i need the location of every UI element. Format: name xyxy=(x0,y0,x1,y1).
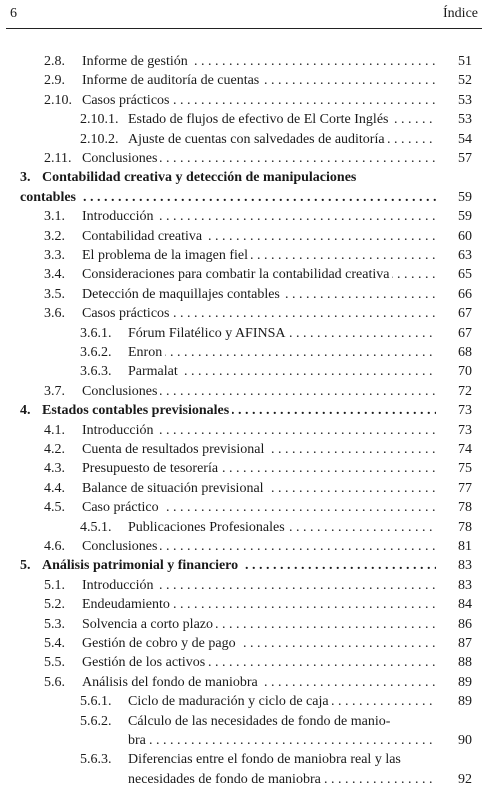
toc-entry-page: 67 xyxy=(436,324,472,343)
toc-entry-leader xyxy=(42,556,438,575)
toc-entry-title: Introducción xyxy=(82,578,157,593)
toc-entry-title: Solvencia a corto plazo xyxy=(82,617,216,632)
toc-entry-page: 78 xyxy=(436,518,472,537)
toc-entry xyxy=(0,91,488,110)
toc-entry-title: Diferencias entre el fondo de maniobra real y las xyxy=(128,752,404,767)
toc-entry xyxy=(0,556,488,575)
toc-entry xyxy=(0,634,488,653)
toc-entry-page: 78 xyxy=(436,498,472,517)
toc-entry xyxy=(0,498,488,517)
toc-entry xyxy=(0,382,488,401)
toc-entry-number: 3.2. xyxy=(44,228,65,244)
toc-entry xyxy=(0,576,488,595)
toc-entry-leader xyxy=(128,362,438,381)
toc-entry-title: contables xyxy=(20,190,79,205)
toc-entry-leader xyxy=(82,71,438,90)
toc-entry-title: Contabilidad creativa xyxy=(82,229,205,244)
toc-entry-page: 83 xyxy=(436,556,472,575)
toc-entry-page: 63 xyxy=(436,246,472,265)
toc-entry-title: Análisis del fondo de maniobra xyxy=(82,675,261,690)
toc-entry-number: 2.8. xyxy=(44,54,65,69)
toc-entry-leader xyxy=(82,653,438,672)
toc-entry xyxy=(0,71,488,90)
toc-entry-number: 5.6.3. xyxy=(80,752,112,768)
toc-entry-page: 81 xyxy=(436,537,472,556)
toc-entry-title: Fórum Filatélico y AFINSA xyxy=(128,326,289,341)
toc-entry-leader xyxy=(128,130,438,149)
toc-entry xyxy=(0,168,488,187)
toc-entry-page: 88 xyxy=(436,653,472,672)
toc-entry-number: 3.5. xyxy=(44,286,65,302)
toc-entry xyxy=(0,731,488,750)
toc-entry-leader xyxy=(82,227,438,246)
toc-entry-leader xyxy=(82,479,438,498)
toc-entry-title: Conclusiones xyxy=(82,539,160,554)
toc-entry-leader xyxy=(82,421,438,440)
toc-entry-leader xyxy=(82,285,438,304)
toc-entry-number: 5.2. xyxy=(44,597,65,613)
toc-entry xyxy=(0,304,488,323)
toc-entry xyxy=(0,52,488,71)
toc-entry xyxy=(0,246,488,265)
toc-entry-number: 3.4. xyxy=(44,267,65,283)
toc-entry xyxy=(0,518,488,537)
toc-entry-title: Consideraciones para combatir la contabilidad creativa xyxy=(82,267,392,282)
toc-entry-leader xyxy=(128,110,438,129)
toc-entry-title: Publicaciones Profesionales xyxy=(128,520,288,535)
toc-entry-number: 3.1. xyxy=(44,209,65,225)
toc-entry-page: 92 xyxy=(436,770,472,789)
toc-entry-number: 4.5. xyxy=(44,500,65,516)
toc-entry-page: 74 xyxy=(436,440,472,459)
toc-entry-title: Informe de auditoría de cuentas xyxy=(82,73,262,88)
toc-entry-leader xyxy=(82,498,438,517)
toc-entry xyxy=(0,401,488,420)
toc-entry-leader xyxy=(128,518,438,537)
toc-entry-number: 3.6.1. xyxy=(80,325,112,341)
toc-entry-leader xyxy=(82,634,438,653)
running-head xyxy=(10,4,478,26)
toc-entry-title: Ciclo de maduración y ciclo de caja xyxy=(128,694,332,709)
toc-entry-title: Conclusiones xyxy=(82,151,160,166)
toc-entry-number: 4. xyxy=(20,403,31,419)
toc-entry-title: Enron xyxy=(128,345,165,360)
toc-entry-number: 5.4. xyxy=(44,636,65,651)
toc-entry-title: Caso práctico xyxy=(82,500,162,515)
toc-entry-title: necesidades de fondo de maniobra xyxy=(128,772,324,787)
toc-entry xyxy=(0,673,488,692)
toc-entry-number: 5.3. xyxy=(44,616,65,632)
toc-entry xyxy=(0,712,488,731)
toc-entry-leader xyxy=(82,52,438,71)
toc-entry-title: Introducción xyxy=(82,209,157,224)
toc-entry-number: 2.10.2. xyxy=(80,131,119,147)
toc-entry-title: Contabilidad creativa y detección de manipulaciones xyxy=(42,170,359,185)
toc-entry-leader xyxy=(82,615,438,634)
toc-entry-leader xyxy=(82,440,438,459)
toc-entry xyxy=(0,615,488,634)
toc-entry-title: Gestión de cobro y de pago xyxy=(82,636,239,651)
toc-entry-leader xyxy=(42,401,438,420)
toc-entry-page: 86 xyxy=(436,615,472,634)
toc-entry-leader xyxy=(82,91,438,110)
toc-entry-title: Balance de situación previsional xyxy=(82,481,267,496)
toc-entry-page: 84 xyxy=(436,595,472,614)
toc-entry-page: 87 xyxy=(436,634,472,653)
toc-entry-number: 5.1. xyxy=(44,577,65,593)
toc-entry-number: 3.3. xyxy=(44,248,65,263)
toc-entry-title: Presupuesto de tesorería xyxy=(82,461,221,476)
toc-entry-leader xyxy=(82,304,438,323)
toc-entry-leader xyxy=(128,692,438,711)
toc-entry-number: 2.10. xyxy=(44,92,72,108)
page-number: 6 xyxy=(10,6,17,21)
toc-entry-page: 90 xyxy=(436,731,472,750)
toc-entry xyxy=(0,343,488,362)
toc-entry-number: 3.6.3. xyxy=(80,364,112,380)
toc-entry-number: 5.6.1. xyxy=(80,694,112,710)
header-rule xyxy=(6,28,482,29)
toc-entry-page: 72 xyxy=(436,382,472,401)
toc-entry-leader xyxy=(128,770,438,789)
toc-entry-title: Detección de maquillajes contables xyxy=(82,287,283,302)
toc-entry xyxy=(0,750,488,769)
toc-entry-number: 3.7. xyxy=(44,383,65,399)
toc-entry-page: 73 xyxy=(436,421,472,440)
toc-entry-title: Casos prácticos xyxy=(82,93,172,108)
toc-entry-number: 5. xyxy=(20,558,31,574)
toc-entry-page: 73 xyxy=(436,401,472,420)
toc-entry-page: 52 xyxy=(436,71,472,90)
toc-entry-page: 66 xyxy=(436,285,472,304)
toc-entry-leader xyxy=(82,673,438,692)
toc-entry-leader xyxy=(82,382,438,401)
toc-entry xyxy=(0,188,488,207)
toc-entry-leader xyxy=(82,265,438,284)
toc-entry-page: 65 xyxy=(436,265,472,284)
toc-entry xyxy=(0,479,488,498)
toc-entry-page: 70 xyxy=(436,362,472,381)
toc-entry xyxy=(0,440,488,459)
toc-entry-number: 4.1. xyxy=(44,422,65,438)
toc-entry-title: Estado de flujos de efectivo de El Corte Inglés xyxy=(128,112,391,127)
toc-entry-page: 68 xyxy=(436,343,472,362)
toc-entry-number: 2.11. xyxy=(44,151,72,166)
toc-entry xyxy=(0,537,488,556)
toc-entry-title: Estados contables previsionales xyxy=(42,403,232,418)
toc-entry-title: El problema de la imagen fiel xyxy=(82,248,251,263)
toc-entry-page: 51 xyxy=(436,52,472,71)
toc-entry-leader xyxy=(128,343,438,362)
toc-entry-number: 2.10.1. xyxy=(80,112,119,128)
toc-entry-page: 53 xyxy=(436,110,472,129)
toc-entry-page: 60 xyxy=(436,227,472,246)
toc-entry-leader xyxy=(82,149,438,168)
toc-entry xyxy=(0,459,488,478)
toc-entry-number: 5.6. xyxy=(44,674,65,690)
section-title: Índice xyxy=(443,6,478,21)
toc-entry-title: Endeudamiento xyxy=(82,597,173,612)
toc-entry-title: Casos prácticos xyxy=(82,306,172,321)
toc-entry-number: 4.2. xyxy=(44,442,65,457)
toc-entry-title: Conclusiones xyxy=(82,384,160,399)
toc-entry-page: 89 xyxy=(436,692,472,711)
toc-entry xyxy=(0,130,488,149)
toc-entry-page: 53 xyxy=(436,91,472,110)
toc-entry-leader xyxy=(82,537,438,556)
toc-entry-number: 3.6. xyxy=(44,306,65,322)
toc-entry-number: 5.5. xyxy=(44,655,65,671)
toc-entry xyxy=(0,595,488,614)
toc-entry xyxy=(0,227,488,246)
toc-entry-leader xyxy=(42,168,438,187)
toc-entry-number: 4.4. xyxy=(44,480,65,496)
toc-entry xyxy=(0,362,488,381)
toc-entry-leader xyxy=(128,731,438,750)
toc-entry-number: 3.6.2. xyxy=(80,345,112,360)
toc-entry xyxy=(0,110,488,129)
toc-entry-page: 59 xyxy=(436,207,472,226)
toc-entry-title: Ajuste de cuentas con salvedades de auditoría xyxy=(128,132,388,147)
toc-entry-page: 67 xyxy=(436,304,472,323)
toc-entry-title: Informe de gestión xyxy=(82,54,191,69)
toc-entry-leader xyxy=(128,712,438,731)
toc-entry-leader xyxy=(82,595,438,614)
toc-entry-leader xyxy=(82,246,438,265)
toc-entry-title: Introducción xyxy=(82,423,157,438)
toc-entry-leader xyxy=(82,459,438,478)
toc-entry-leader xyxy=(20,188,438,207)
toc-entry-page: 57 xyxy=(436,149,472,168)
toc-entry-page: 83 xyxy=(436,576,472,595)
toc-entry xyxy=(0,653,488,672)
toc-entry-number: 4.6. xyxy=(44,539,65,554)
toc-entry xyxy=(0,265,488,284)
toc-entry-title: Gestión de los activos xyxy=(82,655,208,670)
toc-entry-number: 4.3. xyxy=(44,461,65,477)
toc-entry-number: 5.6.2. xyxy=(80,713,112,729)
toc-entry-page: 75 xyxy=(436,459,472,478)
toc-entry-page: 89 xyxy=(436,673,472,692)
toc-entry xyxy=(0,692,488,711)
toc-entry xyxy=(0,149,488,168)
toc-entry-leader xyxy=(82,207,438,226)
toc-entry-number: 2.9. xyxy=(44,73,65,89)
toc-entry-title: bra xyxy=(128,733,149,748)
toc-entry-title: Análisis patrimonial y financiero xyxy=(42,558,241,573)
toc-entry-title: Parmalat xyxy=(128,364,181,379)
toc-entry-page: 77 xyxy=(436,479,472,498)
toc-entry-title: Cuenta de resultados previsional xyxy=(82,442,267,457)
toc-entry-number: 4.5.1. xyxy=(80,519,112,535)
toc-entry-number: 3. xyxy=(20,170,31,186)
toc-entry xyxy=(0,324,488,343)
toc-entry-page: 54 xyxy=(436,130,472,149)
toc-entry-title: Cálculo de las necesidades de fondo de manio- xyxy=(128,714,393,729)
toc-entry xyxy=(0,421,488,440)
toc-entry xyxy=(0,770,488,789)
toc-entry xyxy=(0,285,488,304)
toc-entry-leader xyxy=(128,324,438,343)
toc-entry xyxy=(0,207,488,226)
toc-entry-leader xyxy=(128,750,438,769)
toc-entry-page: 59 xyxy=(436,188,472,207)
toc-entry-leader xyxy=(82,576,438,595)
